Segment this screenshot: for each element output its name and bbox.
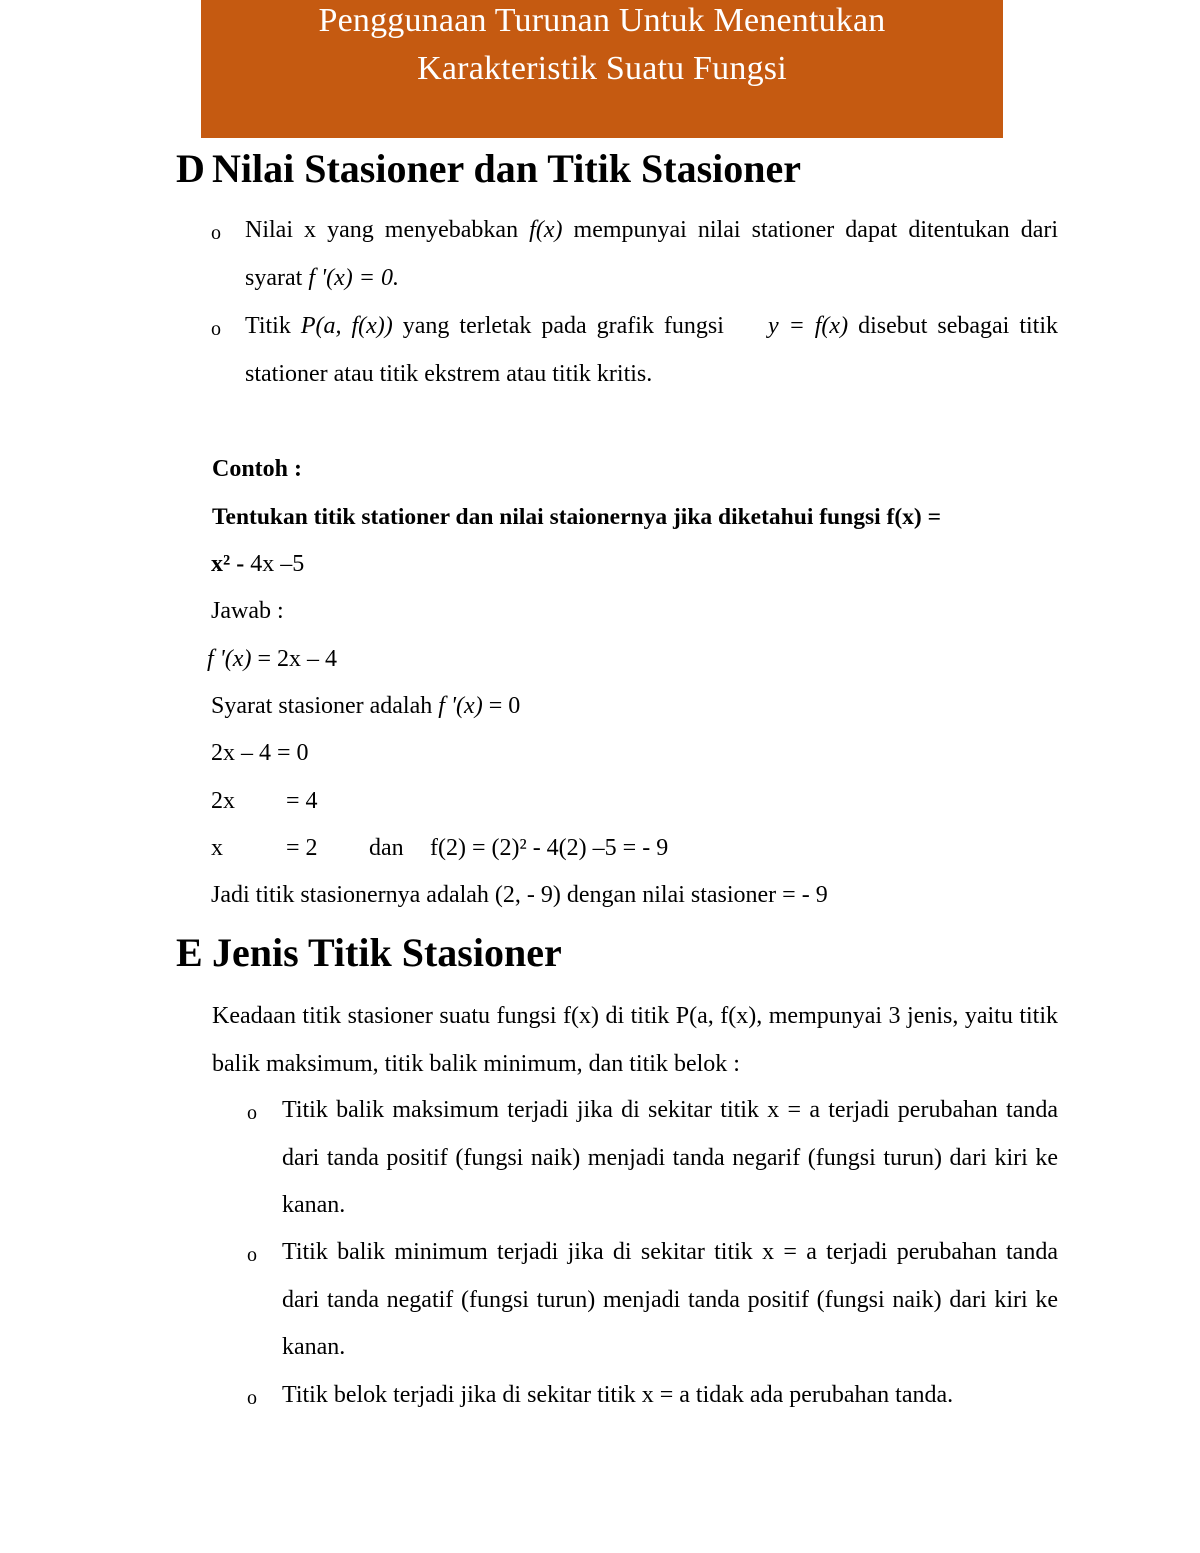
bullet-2-text-b: yang terletak pada grafik fungsi — [392, 313, 734, 339]
bullet-1-condition: f '(x) = 0. — [308, 264, 399, 291]
derivative-rest: = 2x – 4 — [251, 646, 337, 672]
bullet-marker: o — [247, 1387, 257, 1409]
example-question-cont — [211, 549, 304, 579]
derivative-fn: f '(x) — [207, 646, 252, 672]
equation-1: 2x – 4 = 0 — [211, 740, 309, 766]
section-d-heading — [176, 146, 801, 192]
section-e-item-2: Titik balik minimum terjadi jika di sekitar titik x = a terjadi perubahan tanda dari tanda negatif (fungsi turun) menjadi tanda positif (fungsi naik) dari kiri ke kanan. — [282, 1239, 1058, 1360]
example-question: Tentukan titik stationer dan nilai staionernya jika diketahui fungsi f(x) = — [212, 504, 941, 530]
section-e-intro: Keadaan titik stasioner suatu fungsi f(x) di titik P(a, f(x), mempunyai 3 jenis, yaitu titik balik maksimum, titik balik minimum, dan titik belok : — [212, 1003, 1058, 1077]
section-e-item-3: Titik belok terjadi jika di sekitar titik x = a tidak ada perubahan tanda. — [282, 1382, 954, 1408]
section-e-heading — [176, 930, 562, 976]
condition-fn: f '(x) — [438, 693, 483, 719]
derivative-line — [207, 644, 337, 674]
bullet-marker: o — [247, 1102, 257, 1124]
conclusion: Jadi titik stasionernya adalah (2, - 9) dengan nilai stasioner = - 9 — [211, 882, 828, 908]
section-d-bullet-2 — [245, 303, 1058, 398]
bullet-1-text-a: Nilai x yang menyebabkan — [245, 217, 530, 243]
example-function-bold: x² - — [211, 551, 245, 577]
bullet-marker: o — [247, 1244, 257, 1266]
section-e-item-1: Titik balik maksimum terjadi jika di sekitar titik x = a terjadi perubahan tanda dari tanda positif (fungsi naik) menjadi tanda negarif (fungsi turun) dari kiri ke kanan. — [282, 1097, 1058, 1218]
banner-title-line-1: Penggunaan Turunan Untuk Menentukan — [318, 2, 886, 39]
section-e-title: Jenis Titik Stasioner — [212, 930, 562, 975]
condition-rest: = 0 — [482, 693, 521, 719]
answer-label: Jawab : — [211, 598, 284, 624]
bullet-marker: o — [211, 222, 221, 244]
bullet-1-fx: f(x) — [529, 217, 563, 243]
section-e-letter: E — [176, 930, 203, 975]
equation-2-lhs: 2x — [211, 788, 235, 814]
condition-text: Syarat stasioner adalah — [211, 693, 439, 719]
section-d-bullet-1 — [245, 207, 1058, 302]
section-d-letter: D — [176, 146, 205, 191]
title-banner — [201, 0, 1003, 138]
banner-title-line-2: Karakteristik Suatu Fungsi — [417, 50, 787, 87]
bullet-2-text-a: Titik — [245, 313, 301, 339]
condition-line — [211, 691, 520, 721]
equation-3-calc: f(2) = (2)² - 4(2) –5 = - 9 — [430, 835, 669, 861]
bullet-marker: o — [211, 318, 221, 340]
bullet-2-point: P(a, f(x)) — [300, 313, 393, 339]
section-d-title: Nilai Stasioner dan Titik Stasioner — [212, 146, 802, 191]
equation-3-lhs: x — [211, 835, 223, 861]
bullet-2-function: y = f(x) — [767, 313, 849, 339]
equation-3-rhs: = 2 — [286, 835, 318, 861]
equation-3-dan: dan — [369, 835, 404, 861]
example-function-rest: 4x –5 — [244, 551, 305, 577]
bullet-1-text-b: mempunyai nilai stationer dapat ditentukan dari syarat — [245, 217, 1059, 291]
bullet-2-text-c: disebut sebagai titik stationer atau titik ekstrem atau titik kritis. — [245, 313, 1059, 387]
example-heading: Contoh : — [212, 456, 303, 482]
equation-2-rhs: = 4 — [286, 788, 318, 814]
